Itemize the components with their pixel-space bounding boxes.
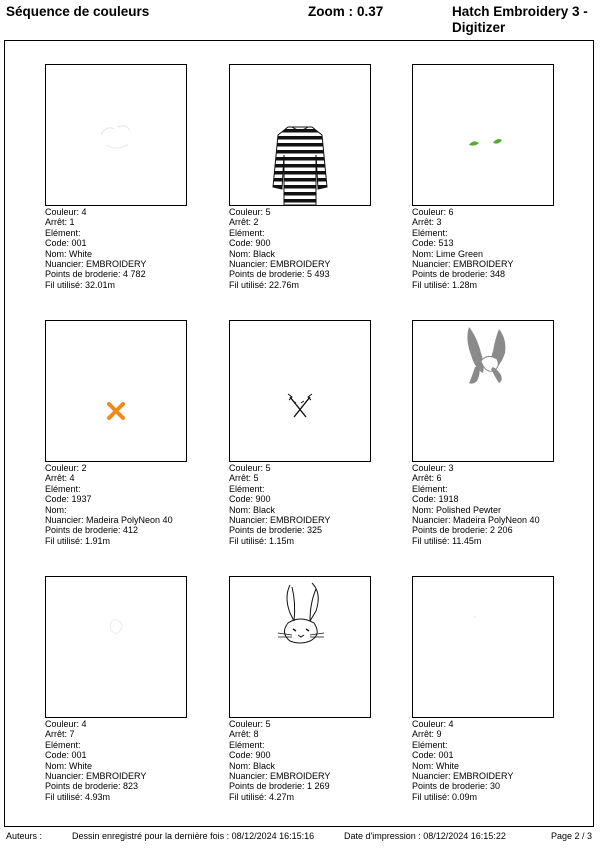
- grey-rabbit-ears-icon: [413, 321, 553, 461]
- stop-number: Arrêt: 8: [229, 729, 259, 740]
- stop-thumbnail: [229, 64, 371, 206]
- page-title: Séquence de couleurs: [6, 4, 150, 19]
- stitch-count: Points de broderie: 2 206: [412, 525, 513, 536]
- thread-name: Nom: White: [45, 248, 93, 259]
- thread-code: Code: 001: [45, 238, 87, 249]
- footer-saved-date: Dessin enregistré pour la dernière fois : 08/12/2024 16:15:16: [72, 831, 315, 841]
- color-number: Couleur: 3: [412, 463, 454, 473]
- thread-name: Nom: Lime Green: [412, 248, 484, 259]
- thread-name: Nom: White: [412, 760, 460, 771]
- thread-used: Fil utilisé: 4.93m: [45, 791, 111, 802]
- thread-code: Code: 900: [229, 238, 271, 249]
- stop-number: Arrêt: 6: [412, 473, 442, 484]
- stitch-count: Points de broderie: 1 269: [229, 781, 330, 792]
- stop-number: Arrêt: 7: [45, 729, 75, 740]
- thread-chart: Nuancier: EMBROIDERY: [45, 258, 147, 269]
- element-label: Elément:: [229, 739, 265, 750]
- thread-code: Code: 1937: [45, 494, 92, 505]
- striped-sweater-icon: [230, 65, 370, 205]
- thread-code: Code: 900: [229, 750, 271, 761]
- zoom-label: Zoom :: [308, 4, 353, 19]
- stop-thumbnail: [45, 320, 187, 462]
- stop-number: Arrêt: 2: [229, 217, 259, 228]
- color-stop-card: [45, 64, 195, 290]
- footer-print-date: Date d'impression : 08/12/2024 16:15:22: [344, 831, 506, 841]
- stitch-count: Points de broderie: 5 493: [229, 269, 330, 280]
- thread-name: Nom: Black: [229, 760, 276, 771]
- color-stop-card: [412, 576, 562, 802]
- thread-name: Nom: Black: [229, 248, 276, 259]
- color-number: Couleur: 5: [229, 719, 271, 729]
- color-stop-card: [229, 320, 379, 546]
- element-label: Elément:: [229, 483, 265, 494]
- stop-info: [229, 463, 379, 546]
- stop-info: [45, 463, 195, 546]
- stop-number: Arrêt: 3: [412, 217, 442, 228]
- color-number: Couleur: 5: [229, 463, 271, 473]
- stitch-count: Points de broderie: 823: [45, 781, 139, 792]
- zoom-value: 0.37: [357, 4, 384, 19]
- stop-thumbnail: [229, 320, 371, 462]
- thread-code: Code: 001: [412, 750, 454, 761]
- thread-chart: Nuancier: Madeira PolyNeon 40: [412, 514, 540, 525]
- thread-chart: Nuancier: EMBROIDERY: [412, 258, 514, 269]
- color-number: Couleur: 5: [229, 207, 271, 217]
- stitch-count: Points de broderie: 348: [412, 269, 506, 280]
- color-stop-card: [412, 64, 562, 290]
- thread-name: Nom: Polished Pewter: [412, 504, 502, 515]
- stitch-count: Points de broderie: 412: [45, 525, 139, 536]
- white-faint-icon: [46, 577, 186, 717]
- thread-used: Fil utilisé: 4.27m: [229, 791, 295, 802]
- thread-used: Fil utilisé: 0.09m: [412, 791, 478, 802]
- thread-code: Code: 900: [229, 494, 271, 505]
- color-stop-card: [229, 576, 379, 802]
- stop-number: Arrêt: 5: [229, 473, 259, 484]
- thread-used: Fil utilisé: 22.76m: [229, 279, 300, 290]
- stop-thumbnail: [412, 320, 554, 462]
- thread-used: Fil utilisé: 11.45m: [412, 535, 482, 546]
- thread-chart: Nuancier: Madeira PolyNeon 40: [45, 514, 173, 525]
- thread-name: Nom: Black: [229, 504, 276, 515]
- thread-used: Fil utilisé: 1.28m: [412, 279, 478, 290]
- element-label: Elément:: [412, 227, 448, 238]
- footer-page-number: Page 2 / 3: [551, 831, 593, 841]
- stop-info: [412, 719, 562, 802]
- stop-thumbnail: [229, 576, 371, 718]
- thread-name: Nom: White: [45, 760, 93, 771]
- stop-thumbnail: [412, 64, 554, 206]
- element-label: Elément:: [45, 227, 81, 238]
- thread-chart: Nuancier: EMBROIDERY: [412, 770, 514, 781]
- thread-chart: Nuancier: EMBROIDERY: [229, 258, 331, 269]
- stop-info: [229, 719, 379, 802]
- thread-code: Code: 001: [45, 750, 87, 761]
- stitch-count: Points de broderie: 30: [412, 781, 501, 792]
- element-label: Elément:: [412, 739, 448, 750]
- thread-code: Code: 1918: [412, 494, 459, 505]
- color-number: Couleur: 4: [45, 207, 87, 217]
- thread-used: Fil utilisé: 1.15m: [229, 535, 295, 546]
- thread-chart: Nuancier: EMBROIDERY: [229, 770, 331, 781]
- stop-thumbnail: [412, 576, 554, 718]
- stop-info: [45, 719, 195, 802]
- element-label: Elément:: [45, 739, 81, 750]
- thread-used: Fil utilisé: 1.91m: [45, 535, 111, 546]
- thread-name: Nom:: [45, 504, 67, 515]
- element-label: Elément:: [45, 483, 81, 494]
- stop-info: [412, 463, 562, 546]
- color-number: Couleur: 4: [45, 719, 87, 729]
- green-leaves-icon: [413, 65, 553, 205]
- stitch-count: Points de broderie: 4 782: [45, 269, 146, 280]
- rabbit-head-outline-icon: [230, 577, 370, 717]
- element-label: Elément:: [229, 227, 265, 238]
- stop-info: [229, 207, 379, 290]
- stop-thumbnail: [45, 576, 187, 718]
- thread-chart: Nuancier: EMBROIDERY: [229, 514, 331, 525]
- footer-authors: Auteurs :: [6, 831, 43, 841]
- element-label: Elément:: [412, 483, 448, 494]
- white-outline-icon: [46, 65, 186, 205]
- color-stop-card: [45, 576, 195, 802]
- orange-cross-icon: [46, 321, 186, 461]
- app-name: Hatch Embroidery 3 - Digitizer: [452, 4, 588, 35]
- stop-info: [45, 207, 195, 290]
- color-stop-card: [412, 320, 562, 546]
- thread-code: Code: 513: [412, 238, 454, 249]
- color-number: Couleur: 4: [412, 719, 454, 729]
- color-number: Couleur: 2: [45, 463, 87, 473]
- color-number: Couleur: 6: [412, 207, 454, 217]
- color-stop-card: [45, 320, 195, 546]
- stop-thumbnail: [45, 64, 187, 206]
- thread-chart: Nuancier: EMBROIDERY: [45, 770, 147, 781]
- crossed-carrots-outline-icon: [230, 321, 370, 461]
- zoom-indicator: [308, 4, 387, 19]
- stitch-count: Points de broderie: 325: [229, 525, 323, 536]
- thread-used: Fil utilisé: 32.01m: [45, 279, 116, 290]
- stop-number: Arrêt: 4: [45, 473, 75, 484]
- stop-number: Arrêt: 9: [412, 729, 442, 740]
- stop-info: [412, 207, 562, 290]
- white-dot-icon: [413, 577, 553, 717]
- stop-number: Arrêt: 1: [45, 217, 75, 228]
- color-stop-card: [229, 64, 379, 290]
